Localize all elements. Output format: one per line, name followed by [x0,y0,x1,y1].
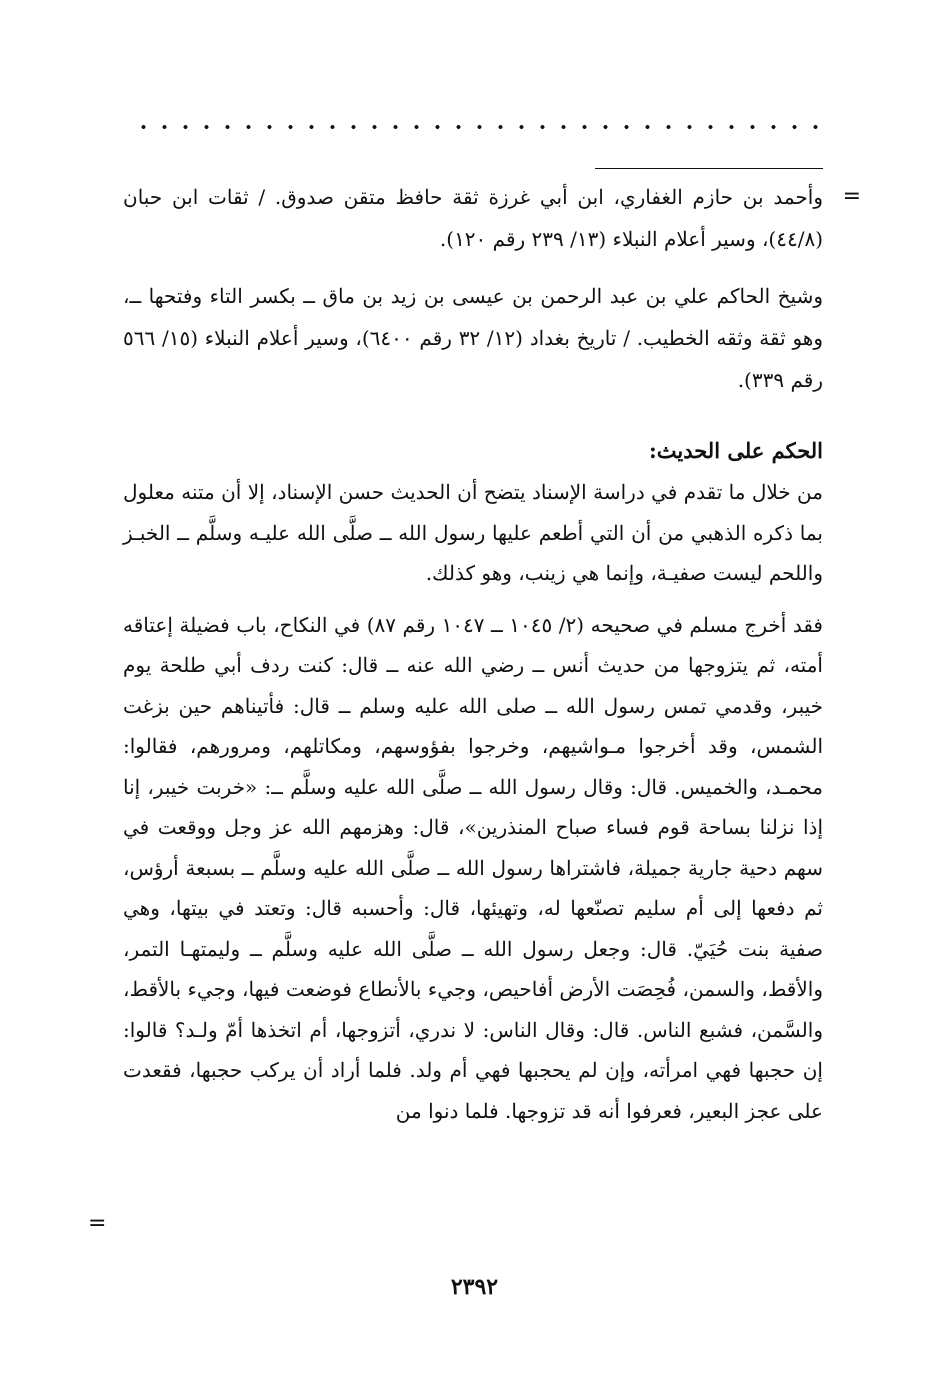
body-paragraph: من خلال ما تقدم في دراسة الإسناد يتضح أن الحديث حسن الإسناد، إلا أن متنه معلول بما ذكره الذهبي من أن التي أطعم عليها رسول الله ــ صلَّى الله عليـه وسلَّم ــ الخبـز واللحم ليست صفيـة، وإنما هي زينب، وهو كذلك. [123,480,823,585]
body-paragraph: فقد أخرج مسلم في صحيحه (٢/ ١٠٤٥ ــ ١٠٤٧ رقم ٨٧) في النكاح، باب فضيلة إعتاقه أمته، ثم يتزوجها من حديث أنس ــ رضي الله عنه ــ قال: كنت ردف أبي طلحة يوم خيبر، وقدمي تمس رسول الله ــ صلى الله عليه وسلم ــ قال: فأتيناهم حين بزغت الشمس، وقد أخرجوا مـواشيهم، وخرجوا بفؤوسهم، ومكاتلهم، ومرورهم، فقالوا: محمـد، والخميس. قال: وقال رسول الله ــ صلَّى الله عليه وسلَّم ــ: «خربت خيبر، إنا إذا نزلنا بساحة قوم فساء صباح المنذرين»، قال: وهزمهم الله عز وجل ووقعت في سهم دحية جارية جميلة، فاشتراها رسول الله ــ صلَّى الله عليه وسلَّم ــ بسبعة أرؤس، ثم دفعها إلى أم سليم تصنّعها له، وتهيئها، قال: وأحسبه قال: وتعتد في بيتها، وهي صفية بنت حُيَيّ. قال: وجعل رسول الله ــ صلَّى الله عليه وسلَّم ــ وليمتهـا التمر، والأقط، والسمن، فُحِصَت الأرض أفاحيص، وجيء بالأنطاع فوضعت فيها، وجيء بالأقط، والسَّمن، فشبع الناس. قال: وقال الناس: لا ندري، أتزوجها، أم اتخذها أمّ ولـد؟ قالوا: إن حجبها فهي امرأته، وإن لم يحجبها فهي أم ولد. فلما أراد أن يركب حجبها، فقعدت على عجز البعير، فعرفوا أنه قد تزوجها. فلما دنوا من [123,612,824,1123]
text-column [123,176,823,1142]
footnote-paragraph: وأحمد بن حازم الغفاري، ابن أبي غرزة ثقة حافظ متقن صدوق. / ثقات ابن حبان (٤٤/٨)، وسير أعلام النبلاء (١٣/ ٢٣٩ رقم ١٢٠). [123,185,823,251]
footnote-separator-line [595,168,823,169]
section-spacer [123,416,823,430]
page-number: ٢٣٩٢ [450,1274,499,1300]
dotted-separator [133,120,823,134]
section-heading: الحكم على الحديث: [649,438,823,463]
continuation-mark-top: = [842,184,861,209]
footnote-paragraph: وشيخ الحاكم علي بن عبد الرحمن بن عيسى بن زيد بن ماق ــ بكسر التاء وفتحها ــ، وهو ثقة وثقه الخطيب. / تاريخ بغداد (١٢/ ٣٢ رقم ٦٤٠٠)، وسير أعلام النبلاء (١٥/ ٥٦٦ رقم ٣٣٩). [123,284,823,392]
continuation-mark-bottom: = [88,1211,107,1236]
